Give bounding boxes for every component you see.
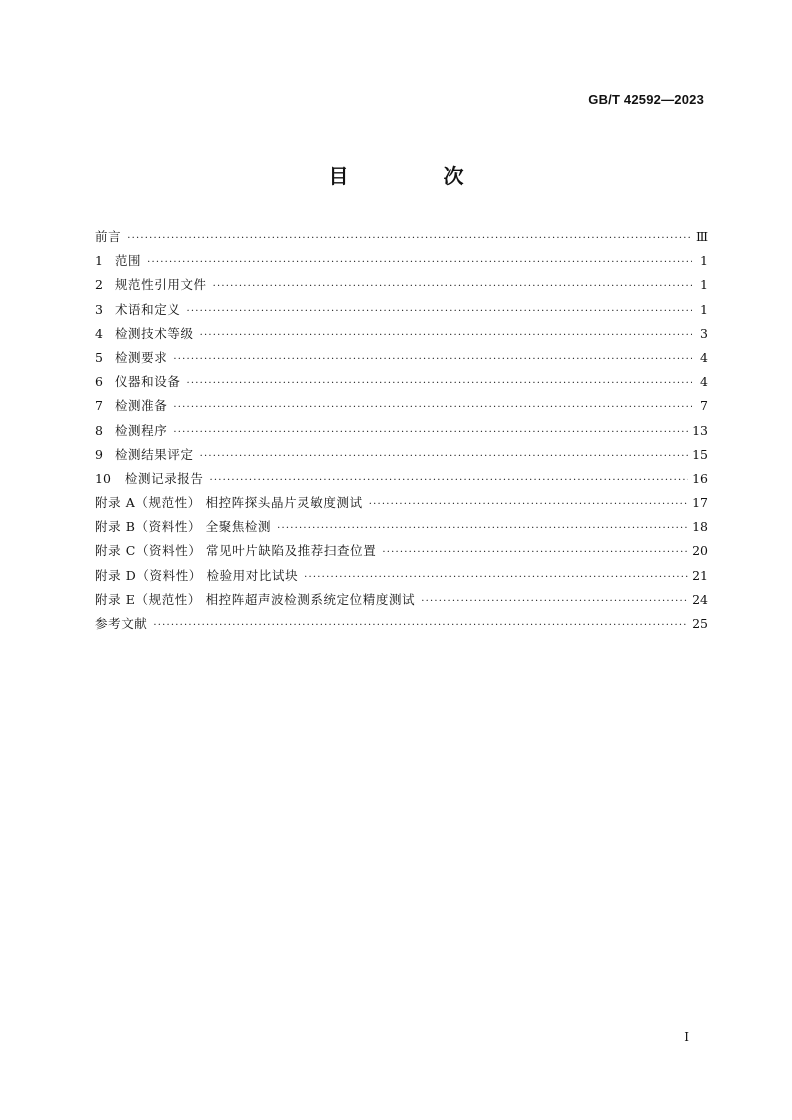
dot-leader	[153, 614, 688, 638]
toc-entry-title: 附录 C（资料性） 常见叶片缺陷及推荐扫查位置	[95, 543, 377, 559]
toc-entry-page: 24	[692, 591, 708, 607]
toc-entry-title: 范围	[114, 253, 142, 269]
toc-entry-page: 4	[700, 349, 708, 365]
toc-entry-title: 规范性引用文件	[114, 277, 207, 293]
toc-entry-page: 18	[692, 519, 708, 535]
toc-entry-page: 15	[692, 446, 708, 462]
toc-entry-page: 25	[692, 616, 708, 631]
toc-entry-title: 仪器和设备	[114, 374, 181, 390]
toc-entry[interactable]	[95, 539, 708, 563]
toc-entry-page: 21	[692, 567, 708, 583]
dot-leader	[173, 348, 692, 372]
toc-entry-page: 7	[700, 398, 708, 414]
toc-entry[interactable]	[95, 225, 708, 249]
toc-entry-title: 附录 D（资料性） 检验用对比试块	[95, 567, 299, 583]
toc-entry-title: 参考文献	[95, 616, 148, 631]
toc-entry[interactable]	[95, 370, 708, 394]
dot-leader	[200, 445, 689, 469]
toc-entry-page: 1	[700, 301, 708, 317]
dot-leader	[200, 324, 692, 348]
toc-entry-page: 1	[700, 253, 708, 269]
toc-entry-number: 7	[95, 398, 103, 414]
toc-entry-title: 检测结果评定	[114, 446, 194, 462]
dot-leader	[186, 372, 692, 396]
toc-entry-number: 1	[95, 253, 103, 269]
toc-entry-page: 3	[700, 325, 708, 341]
toc-entry-title: 检测记录报告	[124, 470, 204, 486]
toc-entry-number: 6	[95, 374, 103, 390]
toc-entry-title: 附录 B（资料性） 全聚焦检测	[95, 519, 272, 535]
toc-entry[interactable]	[95, 491, 708, 515]
toc-entry-title: 检测技术等级	[114, 325, 194, 341]
standard-number: GB/T 42592—2023	[588, 92, 704, 107]
toc-entry-number: 2	[95, 277, 103, 293]
toc-entry-page: 4	[700, 374, 708, 390]
toc-entry-page: Ⅲ	[695, 229, 708, 244]
toc-entry[interactable]	[95, 322, 708, 346]
toc-entry[interactable]	[95, 467, 708, 491]
toc-entry[interactable]	[95, 443, 708, 467]
page-number: I	[684, 1030, 689, 1044]
toc-entry[interactable]	[95, 273, 708, 297]
toc-entry[interactable]	[95, 588, 708, 612]
toc-entry-title: 术语和定义	[114, 301, 181, 317]
toc-entry[interactable]	[95, 249, 708, 273]
dot-leader	[147, 251, 692, 275]
toc-entry[interactable]	[95, 515, 708, 539]
dot-leader	[382, 541, 688, 565]
dot-leader	[173, 396, 692, 420]
toc-entry[interactable]	[95, 298, 708, 322]
toc-entry-number: 10	[95, 470, 111, 486]
toc-entry-page: 13	[692, 422, 708, 438]
dot-leader	[173, 421, 688, 445]
toc-entry-number: 5	[95, 349, 103, 365]
toc-entry-number: 9	[95, 446, 103, 462]
toc-entry-title: 前言	[95, 229, 122, 244]
page-title: 目 次	[328, 164, 508, 188]
toc-entry-title: 检测要求	[114, 349, 168, 365]
toc-entry-title: 检测准备	[114, 398, 168, 414]
toc-entry-page: 17	[692, 495, 708, 511]
toc-entry-number: 4	[95, 325, 103, 341]
toc-entry-title: 附录 E（规范性） 相控阵超声波检测系统定位精度测试	[95, 591, 416, 607]
toc-entry[interactable]	[95, 564, 708, 588]
dot-leader	[369, 493, 688, 517]
toc-entry-number: 3	[95, 301, 103, 317]
toc-entry-title: 检测程序	[114, 422, 168, 438]
dot-leader	[277, 517, 688, 541]
dot-leader	[210, 469, 689, 493]
dot-leader	[304, 566, 688, 590]
toc-entry-number: 8	[95, 422, 103, 438]
dot-leader	[213, 275, 692, 299]
table-of-contents	[95, 225, 708, 636]
dot-leader	[421, 590, 688, 614]
toc-entry[interactable]	[95, 419, 708, 443]
toc-entry-page: 1	[700, 277, 708, 293]
toc-entry-page: 16	[692, 470, 708, 486]
toc-entry-page: 20	[692, 543, 708, 559]
toc-entry[interactable]	[95, 394, 708, 418]
toc-entry-title: 附录 A（规范性） 相控阵探头晶片灵敏度测试	[95, 495, 363, 511]
toc-entry[interactable]	[95, 612, 708, 636]
dot-leader	[186, 300, 692, 324]
dot-leader	[127, 227, 692, 251]
toc-entry[interactable]	[95, 346, 708, 370]
